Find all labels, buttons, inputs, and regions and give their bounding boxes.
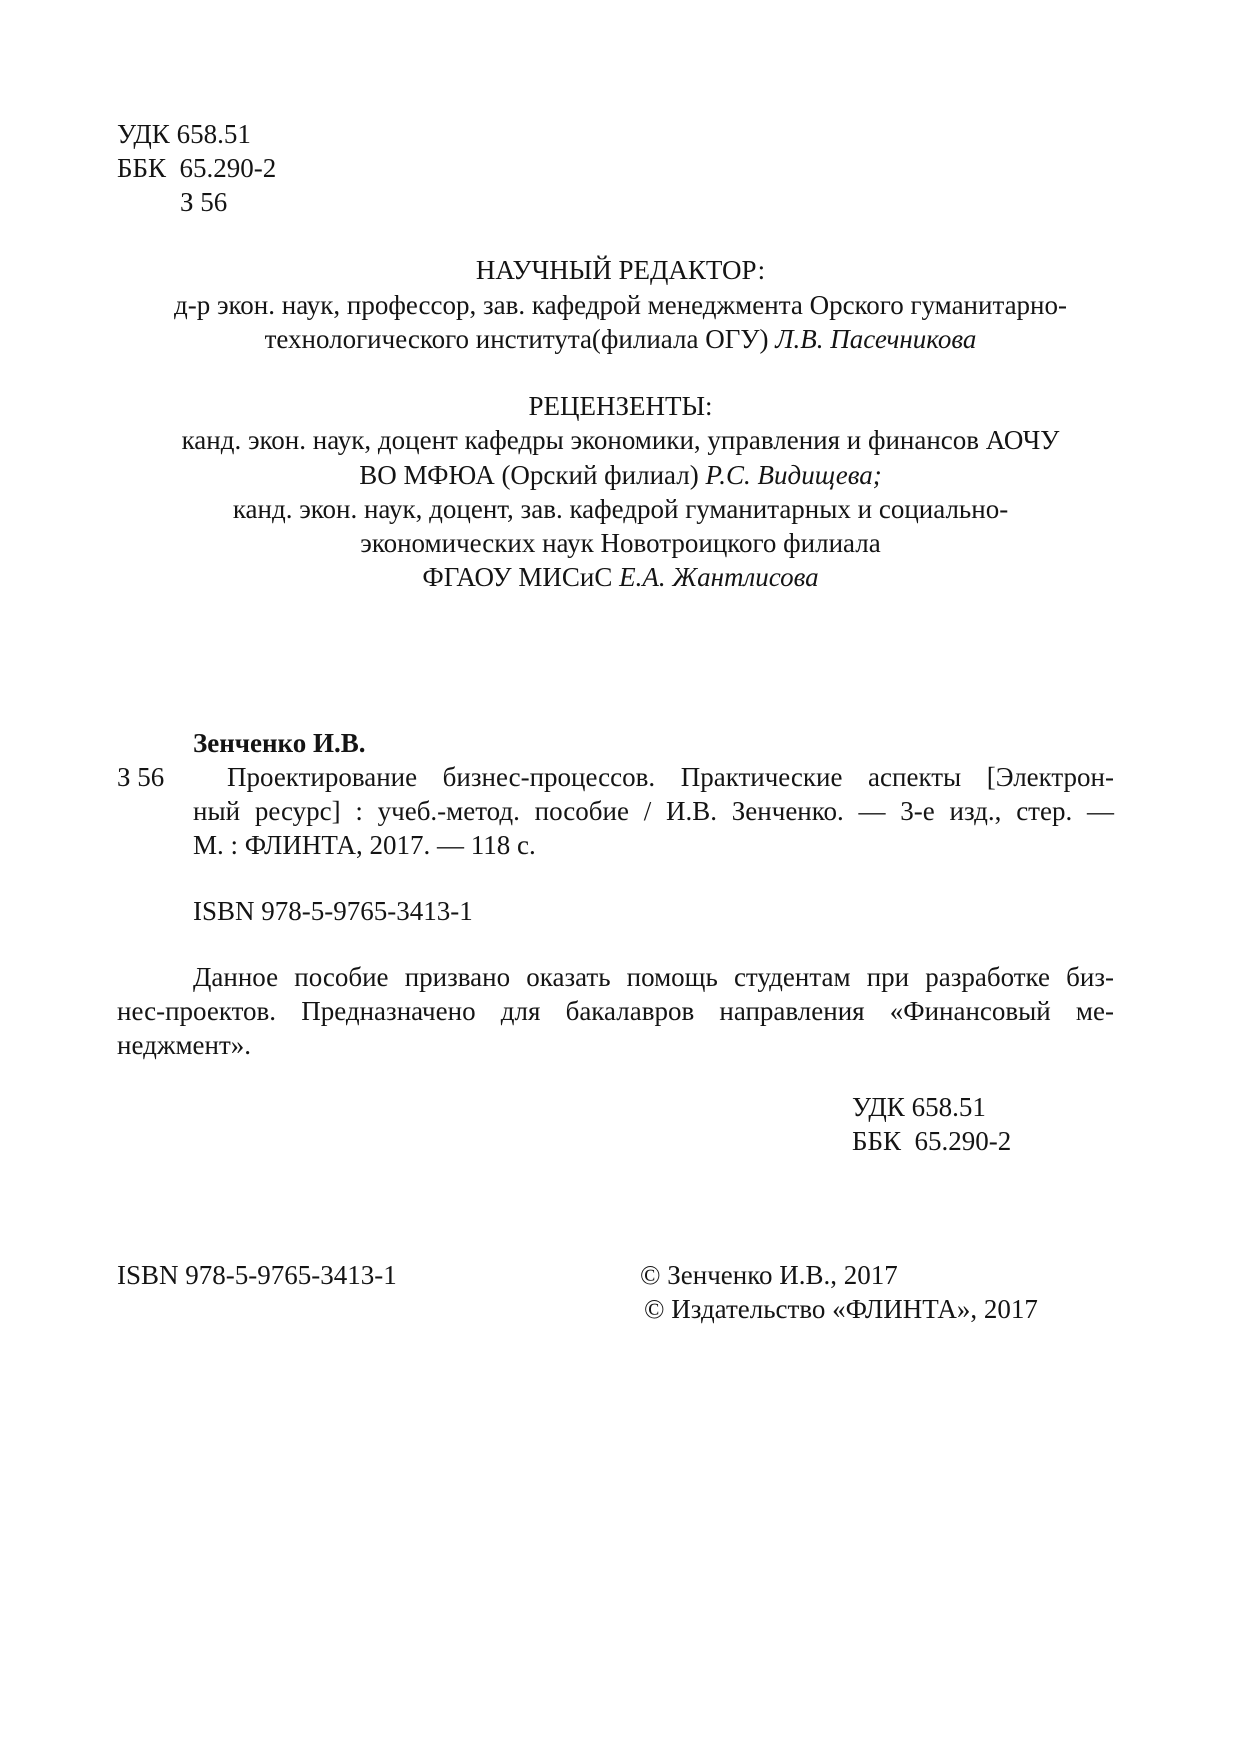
- reviewer-1-line-2: [0, 458, 1241, 493]
- header-bbk: ББК 65.290-2: [117, 153, 277, 183]
- bib-line-1: Проектирование бизнес-процессов. Практические аспекты [Электрон-: [227, 762, 1114, 792]
- footer-isbn: ISBN 978-5-9765-3413-1: [117, 1260, 397, 1290]
- annotation-line-3: неджмент».: [117, 1030, 252, 1060]
- editor-line-2: [0, 322, 1241, 357]
- reviewer-2-line-2: экономических наук Новотроицкого филиала: [360, 528, 881, 558]
- editor-affiliation: технологического института(филиала ОГУ): [264, 324, 776, 354]
- reviewer-1-affiliation: ВО МФЮА (Орский филиал): [359, 460, 706, 490]
- editor-name: Л.В. Пасечникова: [775, 324, 977, 354]
- footer-copyright-author: © Зенченко И.В., 2017: [640, 1260, 898, 1290]
- header-udk: УДК 658.51: [117, 119, 251, 149]
- reviewer-1-line-1: канд. экон. наук, доцент кафедры экономики, управления и финансов АОЧУ: [181, 425, 1060, 455]
- annotation-line-2: нес-проектов. Предназначено для бакалавров направления «Финансовый ме-: [117, 996, 1114, 1026]
- bib-isbn: ISBN 978-5-9765-3413-1: [193, 896, 473, 926]
- editor-heading: НАУЧНЫЙ РЕДАКТОР:: [475, 255, 766, 285]
- classification-udk: УДК 658.51: [852, 1092, 986, 1122]
- reviewer-2-name: Е.А. Жантлисова: [619, 562, 819, 592]
- bib-line-3: М. : ФЛИНТА, 2017. — 118 с.: [193, 830, 536, 860]
- bib-mark: З 56: [117, 762, 165, 792]
- footer-copyright-publisher: © Издательство «ФЛИНТА», 2017: [644, 1294, 1038, 1324]
- reviewers-heading: РЕЦЕНЗЕНТЫ:: [528, 391, 713, 421]
- reviewer-2-affiliation: ФГАОУ МИСиС: [422, 562, 620, 592]
- classification-bbk: ББК 65.290-2: [852, 1126, 1012, 1156]
- editor-line-1: д-р экон. наук, профессор, зав. кафедрой менеджмента Орского гуманитарно-: [173, 290, 1068, 320]
- reviewer-2-line-1: канд. экон. наук, доцент, зав. кафедрой гуманитарных и социально-: [232, 494, 1009, 524]
- header-author-mark: З 56: [180, 187, 228, 217]
- bib-line-2: ный ресурс] : учеб.-метод. пособие / И.В. Зенченко. — 3-е изд., стер. —: [193, 796, 1114, 826]
- bib-author: Зенченко И.В.: [193, 728, 366, 758]
- annotation-line-1: Данное пособие призвано оказать помощь студентам при разработке биз-: [193, 962, 1114, 992]
- reviewer-1-name: Р.С. Видищева;: [705, 460, 882, 490]
- reviewer-2-line-3: [0, 560, 1241, 595]
